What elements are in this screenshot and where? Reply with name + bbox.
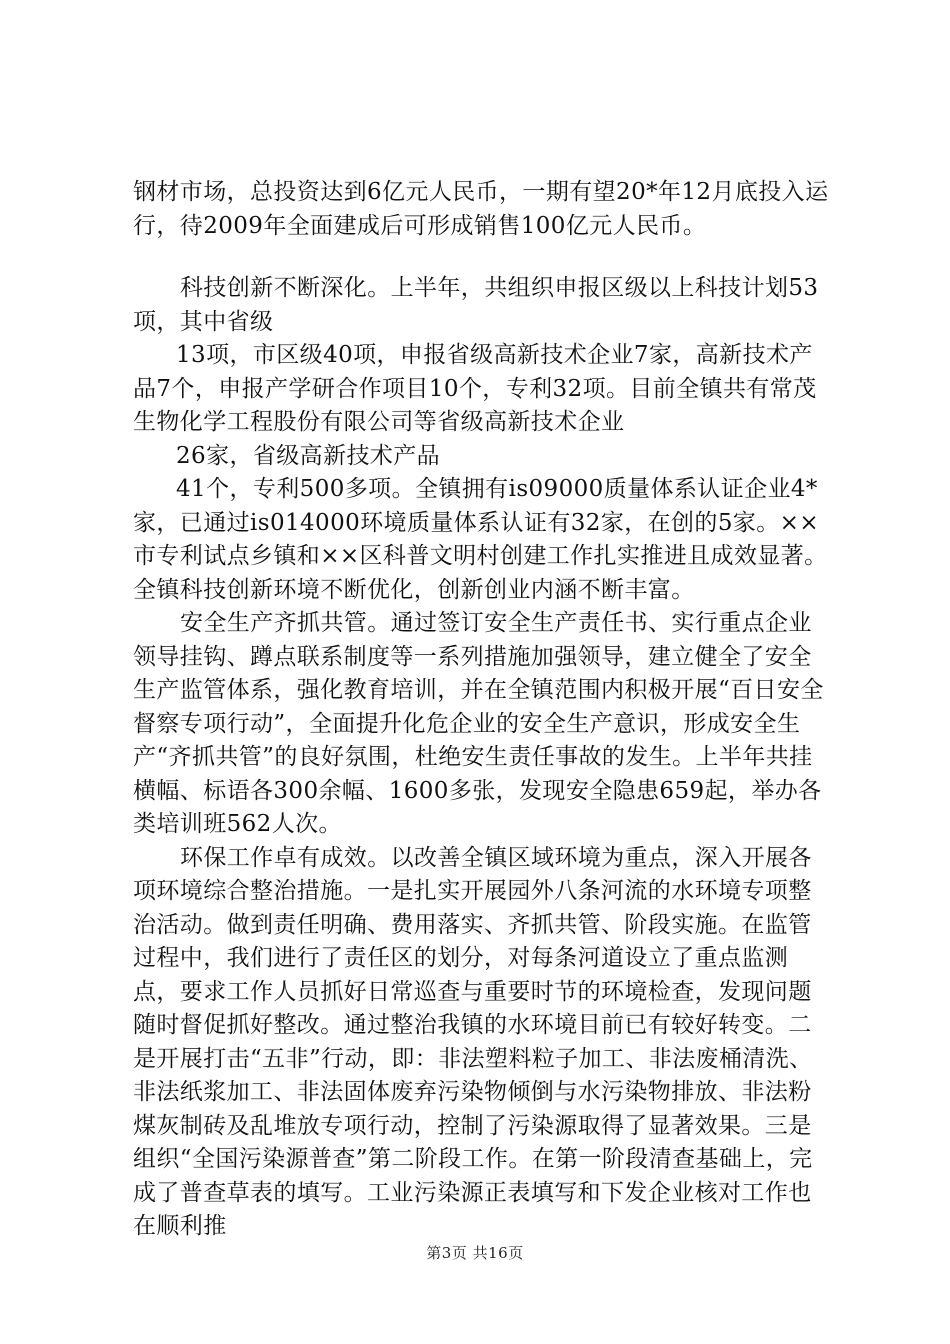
paragraph-environment: 环保工作卓有成效。以改善全镇区域环境为重点，深入开展各项环境综合整治措施。一是扎实开展园外八条河流的水环境专项整治活动。做到责任明确、费用落实、齐抓共管、阶段实施。在监管过程中，我们进行了责任区的划分，对每条河道设立了重点监测点，要求工作人员抓好日常巡查与重要时节的环境检查，发现问题随时督促抓好整改。通过整治我镇的水环境目前已有较好转变。二是开展打击“五非”行动，即：非法塑料粒子加工、非法废桶清洗、非法纸浆加工、非法固体废弃污染物倾倒与水污染物排放、非法粉煤灰制砖及乱堆放专项行动，控制了污染源取得了显著效果。三是组织“全国污染源普查”第二阶段工作。在第一阶段清查基础上，完成了普查草表的填写。工业污染源正表填写和下发企业核对工作也在顺利推 xyxy=(133,844,813,1239)
paragraph-patents: 41个，专利500多项。全镇拥有is09000质量体系认证企业4*家，已通过is014000环境质量体系认证有32家，在创的5家。××市专利试点乡镇和××区科普文明村创建工作扎实推进且成效显著。全镇科技创新环境不断优化，创新创业内涵不断丰富。 xyxy=(133,476,828,603)
paragraph-tech-enterprises: 26家，省级高新技术产品 xyxy=(176,442,441,469)
paragraph-safety: 安全生产齐抓共管。通过签订安全生产责任书、实行重点企业领导挂钩、蹲点联系制度等一系列措施加强领导，建立健全了安全生产监管体系，强化教育培训，并在全镇范围内积极开展“百日安全督察专项行动”，全面提升化危企业的安全生产意识，形成安全生产“齐抓共管”的良好氛围，杜绝安生责任事故的发生。上半年共挂横幅、标语各300余幅、1600多张，发现安全隐患659起，举办各类培训班562人次。 xyxy=(133,610,824,837)
paragraph-steel-market: 钢材市场，总投资达到6亿元人民币，一期有望20*年12月底投入运行，待2009年全面建成后可形成销售100亿元人民币。 xyxy=(133,179,829,239)
paragraph-tech-innovation: 科技创新不断深化。上半年，共组织申报区级以上科技计划53项，其中省级 xyxy=(133,275,819,335)
paragraph-gap xyxy=(133,243,833,272)
page-footer: 第3页 共16页 xyxy=(426,1244,524,1262)
document-body xyxy=(133,176,833,1244)
paragraph-tech-projects: 13项，市区级40项，申报省级高新技术企业7家，高新技术产品7个，申报产学研合作项目10个，专利32项。目前全镇共有常茂生物化学工程股份有限公司等省级高新技术企业 xyxy=(133,342,817,435)
